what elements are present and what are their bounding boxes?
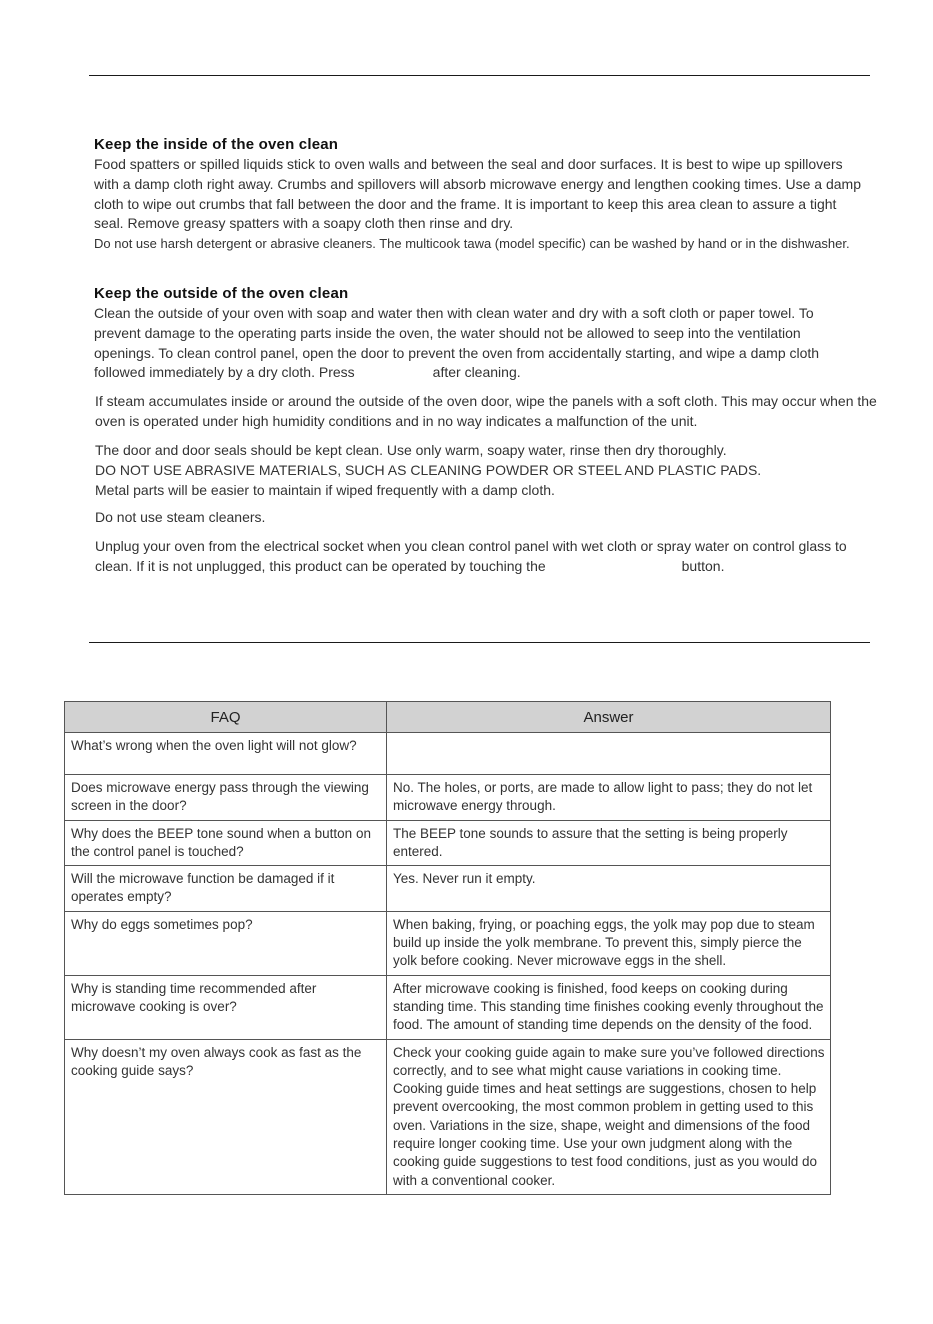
faq-question: Why do eggs sometimes pop?	[65, 911, 387, 975]
faq-question: Why does the BEEP tone sound when a button on the control panel is touched?	[65, 820, 387, 866]
unplug-text-after: button.	[681, 557, 725, 574]
middle-rule	[89, 642, 870, 643]
faq-answer	[387, 733, 831, 775]
faq-question: Why is standing time recommended after microwave cooking is over?	[65, 975, 387, 1039]
outside-text-after: after cleaning.	[432, 364, 521, 381]
table-row	[65, 975, 831, 1039]
faq-answer: No. The holes, or ports, are made to allow light to pass; they do not let microwave energy through.	[387, 775, 831, 821]
outside-text-before: Clean the outside of your oven with soap and water then with clean water and dry with a soft cloth or paper towel. To prevent damage to the operating parts inside the oven, the water should not be allowed to seep into the ventilation openings. To clean control panel, open the door to prevent the oven from accidentally starting, and wipe a damp cloth followed immediately by a dry cloth. Press	[94, 305, 820, 381]
table-row	[65, 775, 831, 821]
top-rule	[89, 75, 870, 76]
table-row	[65, 733, 831, 775]
faq-column-header: FAQ	[65, 702, 387, 733]
faq-answer: After microwave cooking is finished, food keeps on cooking during standing time. This standing time finishes cooking evenly throughout the food. The amount of standing time depends on the density of the food.	[387, 975, 831, 1039]
detergent-text: Do not use harsh detergent or abrasive cleaners. The multicook tawa (model specific) can be washed by hand or in the dishwasher.	[94, 236, 850, 252]
unplug-text-before: Unplug your oven from the electrical socket when you clean control panel with wet cloth or spray water on control glass to clean. If it is not unplugged, this product can be operated by touching the	[95, 538, 847, 574]
faq-header-row	[65, 702, 831, 733]
paragraph-unplug	[95, 537, 885, 577]
paragraph-outside-clean	[94, 304, 864, 383]
faq-question: Why doesn’t my oven always cook as fast as the cooking guide says?	[65, 1039, 387, 1194]
faq-answer: When baking, frying, or poaching eggs, the yolk may pop due to steam build up inside the yolk membrane. To prevent this, simply pierce the yolk before cooking. Never microwave eggs in the shell.	[387, 911, 831, 975]
table-row	[65, 911, 831, 975]
table-row	[65, 820, 831, 866]
section-outside-clean	[94, 285, 864, 383]
paragraph-inside-clean: Food spatters or spilled liquids stick to oven walls and between the seal and door surfaces. It is best to wipe up spillovers with a damp cloth right away. Crumbs and spillovers will absorb microwave energy and lengthen cooking times. Use a damp cloth to wipe out crumbs that fall between the door and the frame. It is important to keep this area clean to assure a tight seal. Remove greasy spatters with a soapy cloth then rinse and dry.	[94, 156, 861, 232]
heading-outside-clean: Keep the outside of the oven clean	[94, 285, 349, 302]
paragraph-door-seals	[95, 441, 865, 500]
faq-question: Does microwave energy pass through the viewing screen in the door?	[65, 775, 387, 821]
faq-table	[64, 701, 831, 1195]
table-row	[65, 866, 831, 912]
door-line-2: DO NOT USE ABRASIVE MATERIALS, SUCH AS CLEANING POWDER OR STEEL AND PLASTIC PADS.	[95, 461, 762, 478]
paragraph-steam: If steam accumulates inside or around the outside of the oven door, wipe the panels with a soft cloth. This may occur when the oven is operated under high humidity conditions and in no way indicates a malfunction of the unit.	[95, 393, 877, 429]
paragraph-steam-cleaners: Do not use steam cleaners.	[95, 509, 266, 525]
faq-answer: Yes. Never run it empty.	[387, 866, 831, 912]
heading-inside-clean: Keep the inside of the oven clean	[94, 136, 339, 153]
faq-answer: The BEEP tone sounds to assure that the setting is being properly entered.	[387, 820, 831, 866]
paragraph-detergent	[94, 234, 864, 254]
answer-column-header: Answer	[387, 702, 831, 733]
faq-question: What’s wrong when the oven light will not glow?	[65, 733, 387, 775]
faq-question: Will the microwave function be damaged if it operates empty?	[65, 866, 387, 912]
faq-answer: Check your cooking guide again to make sure you’ve followed directions correctly, and to see what might cause variations in cooking time. Cooking guide times and heat settings are suggestions, chosen to help prevent overcooking, the most common problem in getting used to this oven. Variations in the size, shape, weight and dimensions of the food require longer cooking time. Use your own judgment along with the cooking guide suggestions to test food conditions, just as you would do with a conventional cooker.	[387, 1039, 831, 1194]
door-line-3: Metal parts will be easier to maintain if wiped frequently with a damp cloth.	[95, 481, 555, 498]
table-row	[65, 1039, 831, 1194]
section-inside-clean	[94, 136, 864, 254]
door-line-1: The door and door seals should be kept clean. Use only warm, soapy water, rinse then dry thoroughly.	[95, 442, 727, 458]
